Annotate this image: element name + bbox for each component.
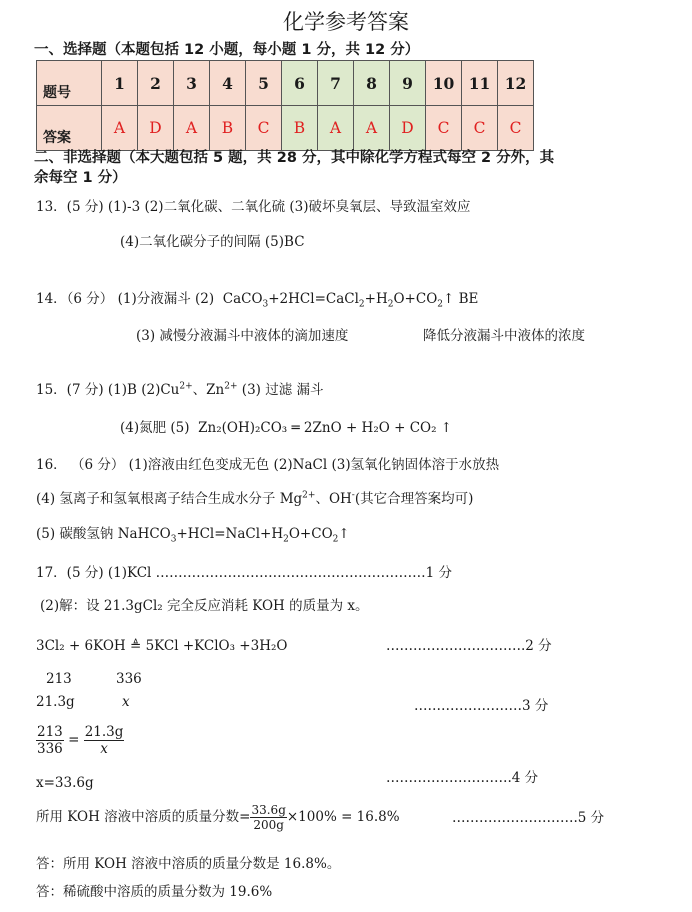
q17-line2: (2)解：设 21.3gCl₂ 完全反应消耗 KOH 的质量为 x。	[40, 598, 369, 614]
q13-line1: 13．(5 分) (1)-3 (2)二氧化碳、二氧化硫 (3)破坏臭氧层、导致温室效应	[36, 199, 471, 215]
q15-equation: Zn₂(OH)₂CO₃ ═ 2ZnO + H₂O + CO₂ ↑	[198, 420, 453, 436]
question-number-cell: 5	[246, 61, 282, 106]
answer-cell: D	[138, 106, 174, 151]
answer-cell: A	[102, 106, 138, 151]
page-title: 化学参考答案	[283, 10, 409, 34]
answer-cell: B	[282, 106, 318, 151]
question-number-cell: 10	[426, 61, 462, 106]
q17-score-3: ……………………3 分	[414, 698, 549, 714]
q17-score-4: ……………………….4 分	[386, 770, 539, 786]
q17-molar-mass-2: 336	[116, 671, 142, 687]
section-1-heading: 一、选择题（本题包括 12 小题，每小题 1 分，共 12 分）	[34, 42, 420, 58]
q17-answer-2: 答：稀硫酸中溶质的质量分数为 19.6%	[36, 884, 273, 900]
answer-cell: A	[174, 106, 210, 151]
question-number-cell: 2	[138, 61, 174, 106]
question-number-cell: 4	[210, 61, 246, 106]
question-number-cell: 11	[462, 61, 498, 106]
table-label-answer: 答案	[37, 106, 102, 151]
q17-score-2: ………………………….2 分	[386, 638, 552, 654]
answer-cell: C	[426, 106, 462, 151]
question-number-cell: 8	[354, 61, 390, 106]
q17-answer-1: 答：所用 KOH 溶液中溶质的质量分数是 16.8%。	[36, 856, 341, 872]
q17-result: x=33.6g	[36, 775, 94, 791]
q16-line1: 16． （6 分） (1)溶液由红色变成无色 (2)NaCl (3)氢氧化钠固体溶于水放热	[36, 457, 500, 473]
q17-line1: 17．(5 分) (1)KCl ……………………………………………………1 分	[36, 565, 453, 581]
answer-cell: C	[498, 106, 534, 151]
q16-line3: (5) 碳酸氢钠 $NaHCO_3+HCl=NaCl+H_2O+CO_2↑$	[36, 526, 350, 545]
answer-cell: D	[390, 106, 426, 151]
q17-mass-1: 21.3g	[36, 694, 75, 710]
q17-score-5: ……………………….5 分	[452, 810, 605, 826]
answer-cell: A	[318, 106, 354, 151]
answer-cell: C	[246, 106, 282, 151]
answer-cell: C	[462, 106, 498, 151]
q17-equation: 3Cl₂ + 6KOH ≜ 5KCl +KClO₃ +3H₂O	[36, 638, 288, 654]
q13-line2: (4)二氧化碳分子的间隔 (5)BC	[120, 234, 305, 250]
q14-line1: 14．（6 分） (1)分液漏斗 (2) $CaCO_3+2HCl=CaCl_2+H_2O+CO_2↑$ BE	[36, 291, 479, 310]
q15-line2: (4)氮肥 (5) Zn₂(OH)₂CO₃ ═ 2ZnO + H₂O + CO₂ ↑	[120, 420, 453, 436]
q17-molar-mass-1: 213	[46, 671, 72, 687]
question-number-cell: 3	[174, 61, 210, 106]
q17-percentage: 所用 KOH 溶液中溶质的质量分数= $\frac{33.6g}{200g}$ ×100% = 16.8%	[36, 803, 400, 832]
question-number-cell: 12	[498, 61, 534, 106]
question-number-cell: 7	[318, 61, 354, 106]
q14-line2a: (3) 减慢分液漏斗中液体的滴加速度	[136, 328, 349, 344]
answer-cell: A	[354, 106, 390, 151]
q16-line2: (4) 氢离子和氢氧根离子结合生成水分子 $Mg^{2+}$、OH-(其它合理答案均可)	[36, 490, 474, 507]
question-number-cell: 6	[282, 61, 318, 106]
answer-table	[36, 60, 534, 151]
section-2-heading-line2: 余每空 1 分）	[34, 170, 127, 186]
table-label-question-number: 题号	[37, 61, 102, 106]
answer-cell: B	[210, 106, 246, 151]
q14-line2b: 降低分液漏斗中液体的浓度	[423, 328, 585, 344]
q17-proportion: $\frac{213}{336}$ = $\frac{21.3g}{x}$	[37, 724, 124, 757]
question-number-cell: 1	[102, 61, 138, 106]
question-number-cell: 9	[390, 61, 426, 106]
q17-mass-2: x	[122, 694, 130, 710]
section-2-heading-line1: 二、非选择题（本大题包括 5 题，共 28 分，其中除化学方程式每空 2 分外，其	[34, 150, 555, 166]
q15-line1: 15．(7 分) (1)B $(2)Cu^{2+}$、$Zn^{2+}$ (3) 过滤 漏斗	[36, 381, 324, 398]
